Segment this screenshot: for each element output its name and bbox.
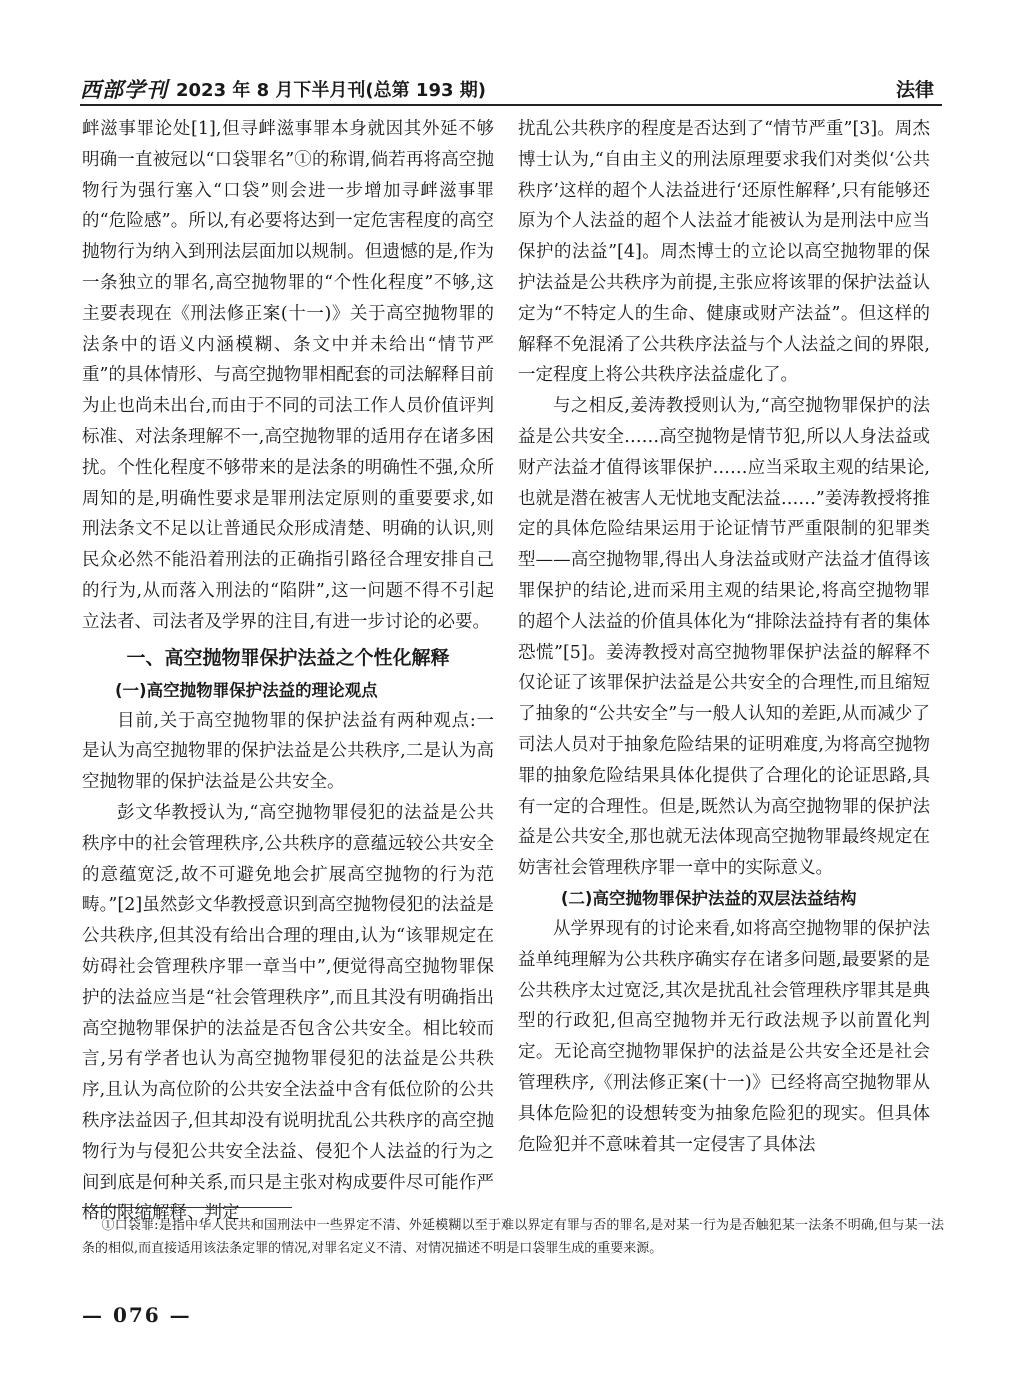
right-column — [518, 114, 930, 1160]
section-heading: 一、高空抛物罪保护法益之个性化解释 — [126, 646, 450, 669]
subsection-heading: (二)高空抛物罪保护法益的双层法益结构 — [560, 888, 857, 908]
footnote-divider — [82, 1207, 292, 1208]
issue-info: 2023 年 8 月下半月刊(总第 193 期) — [176, 80, 486, 101]
section-label: 法律 — [895, 79, 934, 101]
paragraph: 彭文华教授认为,“高空抛物罪侵犯的法益是公共秩序中的社会管理秩序,公共秩序的意蕴远较公共安全的意蕴宽泛,故不可避免地会扩展高空抛物的行为范畴。”[2]虽然彭文华教授意识到高空抛物侵犯的法益是公共秩序,但其没有给出合理的理由,认为“该罪规定在妨碍社会管理秩序罪一章当中”,便觉得高空抛物罪保护的法益应当是“社会管理秩序”,而且其没有明确指出高空抛物罪保护的法益是否包含公共安全。相比较而言,另有学者也认为高空抛物罪侵犯的法益是公共秩序,且认为高位阶的公共安全法益中含有低位阶的公共秩序法益因子,但其却没有说明扰乱公共秩序的高空抛物行为与侵犯公共安全法益、侵犯个人法益的行为之间到底是何种关系,而只是主张对构成要件尽可能作严格的限缩解释、判定 — [82, 802, 494, 1224]
paragraph: 扰乱公共秩序的程度是否达到了“情节严重”[3]。周杰博士认为,“自由主义的刑法原理要求我们对类似‘公共秩序’这样的超个人法益进行‘还原性解释’,只有能够还原为个人法益的超个人法益才能被认为是刑法中应当保护的法益”[4]。周杰博士的立论以高空抛物罪的保护法益是公共秩序为前提,主张应将该罪的保护法益认定为“不特定人的生命、健康或财产法益”。但这样的解释不免混淆了公共秩序法益与个人法益之间的界限,一定程度上将公共秩序法益虚化了。 — [518, 119, 930, 386]
journal-logo: 西部学刊 — [80, 77, 168, 102]
page-number: — 076 — — [82, 1303, 192, 1327]
footnote: ①口袋罪:是指中华人民共和国刑法中一些界定不清、外延模糊以至于难以界定有罪与否的罪名,是对某一行为是否触犯某一法条不明确,但与某一法条的相似,而直接适用该法条定罪的情况,对罪名定义不清、对情况描述不明是口袋罪生成的重要来源。 — [82, 1218, 944, 1256]
paragraph: 衅滋事罪论处[1],但寻衅滋事罪本身就因其外延不够明确一直被冠以“口袋罪名”①的称谓,倘若再将高空抛物行为强行塞入“口袋”则会进一步增加寻衅滋事罪的“危险感”。所以,有必要将达到一定危害程度的高空抛物行为纳入到刑法层面加以规制。但遗憾的是,作为一条独立的罪名,高空抛物罪的“个性化程度”不够,这主要表现在《刑法修正案(十一)》关于高空抛物罪的法条中的语义内涵模糊、条文中并未给出“情节严重”的具体情形、与高空抛物罪相配套的司法解释目前为止也尚未出台,而由于不同的司法工作人员价值评判标准、对法条理解不一,高空抛物罪的适用存在诸多困扰。个性化程度不够带来的是法条的明确性不强,众所周知的是,明确性要求是罪刑法定原则的重要要求,如刑法条文不足以让普通民众形成清楚、明确的认识,则民众必然不能沿着刑法的正确指引路径合理安排自己的行为,从而落入刑法的“陷阱”,这一问题不得不引起立法者、司法者及学界的注目,有进一步讨论的必要。 — [82, 119, 494, 632]
paragraph: 从学界现有的讨论来看,如将高空抛物罪的保护法益单纯理解为公共秩序确实存在诸多问题,最要紧的是公共秩序太过宽泛,其次是扰乱社会管理秩序罪其是典型的行政犯,但高空抛物并无行政法规予以前置化判定。无论高空抛物罪保护的法益是公共安全还是社会管理秩序,《刑法修正案(十一)》已经将高空抛物罪从具体危险犯的设想转变为抽象危险犯的现实。但具体危险犯并不意味着其一定侵害了具体法 — [518, 918, 930, 1155]
left-column — [82, 114, 494, 1229]
subsection-heading: (一)高空抛物罪保护法益的理论观点 — [115, 680, 378, 700]
paragraph: 与之相反,姜涛教授则认为,“高空抛物罪保护的法益是公共安全……高空抛物是情节犯,所以人身法益或财产法益才值得该罪保护……应当采取主观的结果论,也就是潜在被害人无忧地支配法益……”姜涛教授将推定的具体危险结果运用于论证情节严重限制的犯罪类型——高空抛物罪,得出人身法益或财产法益才值得该罪保护的结论,进而采用主观的结果论,将高空抛物罪的超个人法益的价值具体化为“排除法益持有者的集体恐慌”[5]。姜涛教授对高空抛物罪保护法益的解释不仅论证了该罪保护法益是公共安全的合理性,而且缩短了抽象的“公共安全”与一般人认知的差距,从而减少了司法人员对于抽象危险结果的证明难度,为将高空抛物罪的抽象危险结果具体化提供了合理化的论证思路,具有一定的合理性。但是,既然认为高空抛物罪的保护法益是公共安全,那也就无法体现高空抛物罪最终规定在妨害社会管理秩序罪一章中的实际意义。 — [518, 396, 930, 879]
running-header — [80, 70, 942, 106]
paragraph: 目前,关于高空抛物罪的保护法益有两种观点:一是认为高空抛物罪的保护法益是公共秩序,二是认为高空抛物罪的保护法益是公共安全。 — [82, 710, 494, 793]
